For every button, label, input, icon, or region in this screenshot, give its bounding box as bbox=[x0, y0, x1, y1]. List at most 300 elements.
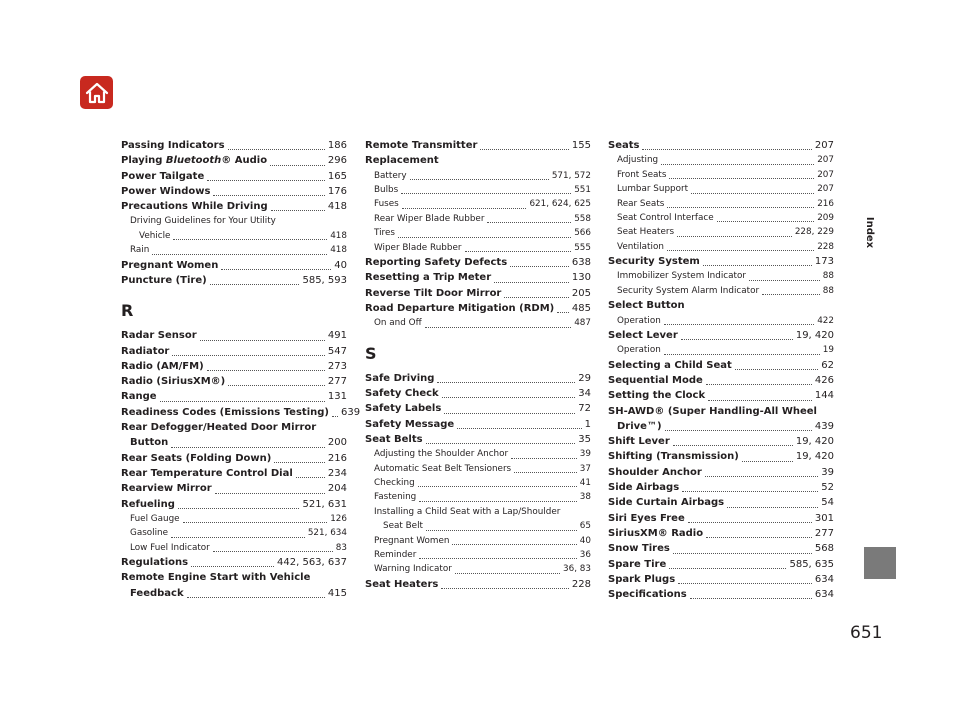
index-subentry bbox=[608, 343, 834, 357]
index-entry bbox=[121, 451, 347, 466]
page-ref[interactable]: 207 bbox=[817, 184, 834, 195]
index-subentry bbox=[121, 512, 347, 526]
entry-label: Fuses bbox=[374, 199, 399, 210]
index-entry bbox=[365, 270, 591, 285]
dot-leader bbox=[160, 401, 325, 402]
page-ref[interactable]: 418 bbox=[330, 245, 347, 256]
index-subentry bbox=[121, 541, 347, 555]
page-ref[interactable]: 521, 631 bbox=[302, 498, 347, 510]
index-subentry bbox=[121, 214, 347, 243]
index-entry bbox=[121, 273, 347, 288]
page-ref[interactable]: 144 bbox=[814, 390, 834, 402]
entry-label: Playing Bluetooth® Audio bbox=[121, 155, 268, 167]
index-subentry bbox=[365, 226, 591, 240]
entry-label: Reverse Tilt Door Mirror bbox=[365, 287, 502, 299]
entry-label: Security System bbox=[608, 256, 700, 268]
dot-leader bbox=[667, 250, 814, 251]
replacement-heading: Replacement bbox=[365, 155, 439, 167]
dot-leader bbox=[410, 179, 549, 180]
dot-leader bbox=[207, 370, 325, 371]
index-entry bbox=[121, 138, 347, 153]
page-ref[interactable]: 19, 420 bbox=[795, 451, 834, 463]
dot-leader bbox=[677, 236, 792, 237]
dot-leader bbox=[401, 193, 571, 194]
entry-label: On and Off bbox=[374, 318, 422, 329]
page-ref[interactable]: 301 bbox=[814, 512, 834, 524]
entry-label: Shift Lever bbox=[608, 436, 670, 448]
dot-leader bbox=[200, 340, 325, 341]
index-entry bbox=[608, 358, 834, 373]
index-entry bbox=[121, 344, 347, 359]
page-ref[interactable]: 566 bbox=[574, 228, 591, 239]
dot-leader bbox=[706, 537, 812, 538]
index-entry bbox=[121, 169, 347, 184]
page-ref[interactable]: 207 bbox=[817, 155, 834, 166]
entry-label: Fastening bbox=[374, 492, 417, 503]
entry-label: SiriusXM® Radio bbox=[608, 527, 704, 539]
page-ref[interactable]: 634 bbox=[814, 573, 834, 585]
entry-label: Rear Seats (Folding Down) bbox=[121, 452, 272, 464]
index-entry bbox=[121, 570, 347, 601]
index-entry bbox=[608, 138, 834, 153]
page-ref[interactable]: 639 bbox=[340, 406, 361, 418]
page-ref[interactable]: 35 bbox=[578, 433, 591, 445]
entry-label: Seat Control Interface bbox=[617, 212, 714, 223]
dot-leader bbox=[514, 472, 577, 473]
page-ref[interactable]: 207 bbox=[814, 140, 834, 151]
entry-label: Select Lever bbox=[608, 329, 678, 341]
page-ref[interactable]: 88 bbox=[822, 285, 834, 296]
index-entry bbox=[121, 481, 347, 496]
page-ref[interactable]: 176 bbox=[327, 185, 347, 197]
s-entries-c3-2 bbox=[608, 314, 834, 404]
index-subentry bbox=[608, 240, 834, 254]
entry-label: Radio (AM/FM) bbox=[121, 360, 204, 372]
page-ref[interactable]: 19, 420 bbox=[795, 329, 834, 341]
entry-label: Shifting (Transmission) bbox=[608, 451, 739, 463]
page-ref[interactable]: 228, 229 bbox=[794, 227, 834, 238]
index-entry bbox=[608, 526, 834, 541]
entry-label: Power Windows bbox=[121, 185, 211, 197]
dot-leader bbox=[332, 416, 338, 417]
index-entry bbox=[365, 386, 591, 401]
page-ref[interactable]: 277 bbox=[327, 376, 347, 388]
index-entry bbox=[121, 466, 347, 481]
index-entry bbox=[121, 420, 347, 451]
dot-leader bbox=[221, 269, 331, 270]
dot-leader bbox=[191, 566, 274, 567]
page-ref[interactable]: 155 bbox=[571, 140, 591, 151]
entry-label: Safety Message bbox=[365, 418, 455, 430]
index-entry bbox=[608, 434, 834, 449]
entry-label: Setting the Clock bbox=[608, 390, 706, 402]
index-subentry bbox=[608, 269, 834, 283]
letter-heading-s: S bbox=[365, 343, 377, 363]
entry-label: Rain bbox=[130, 245, 150, 256]
entry-label: Bulbs bbox=[374, 185, 399, 195]
index-subentry bbox=[365, 534, 591, 548]
entry-label: Readiness Codes (Emissions Testing) bbox=[121, 406, 329, 418]
index-subentry bbox=[365, 462, 591, 476]
index-entry bbox=[121, 184, 347, 199]
dot-leader bbox=[762, 294, 820, 295]
page-ref[interactable]: 29 bbox=[578, 372, 591, 384]
entry-label: Front Seats bbox=[617, 169, 667, 180]
sidebar-label: Index bbox=[864, 216, 876, 248]
dot-leader bbox=[398, 237, 571, 238]
entry-label: Warning Indicator bbox=[374, 564, 452, 575]
page-ref[interactable]: 40 bbox=[579, 535, 591, 546]
dot-leader bbox=[510, 266, 569, 267]
entry-line1: Remote Engine Start with Vehicle bbox=[121, 572, 311, 584]
entry-label: Side Curtain Airbags bbox=[608, 497, 725, 509]
dot-leader bbox=[419, 558, 576, 559]
entry-label: Reminder bbox=[374, 549, 417, 560]
subentry-line2: Seat Belt bbox=[383, 521, 423, 532]
index-entry bbox=[365, 138, 591, 153]
page-ref[interactable]: 277 bbox=[814, 527, 834, 539]
page-ref[interactable]: 216 bbox=[817, 198, 834, 209]
entry-label: Selecting a Child Seat bbox=[608, 359, 732, 371]
page-ref[interactable]: 36 bbox=[579, 549, 591, 560]
dot-leader bbox=[673, 553, 812, 554]
page-ref[interactable]: 568 bbox=[814, 543, 834, 555]
dot-leader bbox=[425, 327, 572, 328]
page-ref[interactable]: 296 bbox=[327, 155, 347, 167]
subentry-line1: Installing a Child Seat with a Lap/Shoulder bbox=[374, 506, 561, 517]
dot-leader bbox=[669, 568, 786, 569]
entry-label: Precautions While Driving bbox=[121, 201, 268, 213]
dot-leader bbox=[487, 222, 571, 223]
entry-label: Seat Belts bbox=[365, 433, 423, 445]
entry-label: Lumbar Support bbox=[617, 184, 689, 195]
dot-leader bbox=[494, 282, 569, 283]
entry-label: Ventilation bbox=[617, 241, 664, 252]
dot-leader bbox=[749, 280, 820, 281]
s-entries-c3-1 bbox=[608, 138, 834, 298]
index-entry bbox=[608, 495, 834, 510]
index-subentry bbox=[608, 182, 834, 196]
dot-leader bbox=[213, 195, 324, 196]
dot-leader bbox=[673, 445, 793, 446]
r-entries-c2-1 bbox=[365, 138, 591, 153]
entry-label: Refueling bbox=[121, 498, 175, 510]
dot-leader bbox=[215, 493, 325, 494]
dot-leader bbox=[419, 501, 577, 502]
page-ref[interactable]: 204 bbox=[327, 483, 347, 495]
entry-label: Low Fuel Indicator bbox=[130, 542, 210, 553]
entry-label: Automatic Seat Belt Tensioners bbox=[374, 463, 512, 474]
dot-leader bbox=[511, 458, 577, 459]
entry-label: Pregnant Women bbox=[374, 535, 450, 546]
home-button[interactable] bbox=[80, 76, 113, 109]
dot-leader bbox=[296, 477, 325, 478]
index-entry bbox=[121, 153, 347, 168]
r-entries-1 bbox=[121, 328, 361, 420]
page-ref[interactable]: 415 bbox=[327, 587, 347, 599]
subentry-line2: Vehicle bbox=[139, 230, 171, 241]
page-ref[interactable]: 36, 83 bbox=[563, 564, 591, 575]
entry-label: Checking bbox=[374, 477, 415, 488]
page-ref[interactable]: 209 bbox=[817, 212, 834, 223]
dot-leader bbox=[717, 221, 815, 222]
index-subentry bbox=[365, 316, 591, 330]
dot-leader bbox=[667, 207, 814, 208]
index-heading-entry bbox=[608, 298, 834, 313]
subentry-line1: Driving Guidelines for Your Utility bbox=[130, 216, 276, 227]
page-ref[interactable]: 418 bbox=[330, 230, 347, 241]
r-entries-c2-2 bbox=[365, 169, 591, 331]
page-ref[interactable]: 88 bbox=[822, 271, 834, 282]
page-ref[interactable]: 54 bbox=[821, 497, 834, 509]
dot-leader bbox=[735, 369, 818, 370]
entry-label: Road Departure Mitigation (RDM) bbox=[365, 302, 555, 314]
index-subentry bbox=[365, 241, 591, 255]
page-ref[interactable]: 418 bbox=[327, 201, 347, 213]
page-ref[interactable]: 19, 420 bbox=[795, 436, 834, 448]
dot-leader bbox=[441, 588, 569, 589]
page-ref[interactable]: 130 bbox=[571, 272, 591, 284]
index-entry bbox=[608, 572, 834, 587]
index-heading-entry bbox=[365, 153, 591, 168]
entry-line1: Rear Defogger/Heated Door Mirror bbox=[121, 422, 317, 434]
page-ref[interactable]: 19 bbox=[822, 345, 834, 356]
index-subentry bbox=[365, 562, 591, 576]
dot-leader bbox=[274, 462, 325, 463]
page-ref[interactable]: 585, 635 bbox=[789, 558, 834, 570]
entry-label: Rear Wiper Blade Rubber bbox=[374, 213, 485, 224]
page-ref[interactable]: 555 bbox=[574, 242, 591, 253]
page-ref[interactable]: 39 bbox=[579, 449, 591, 460]
index-entry bbox=[608, 465, 834, 480]
page-ref[interactable]: 37 bbox=[579, 463, 591, 474]
page-ref[interactable]: 634 bbox=[814, 589, 834, 601]
entry-label: Pregnant Women bbox=[121, 259, 219, 271]
index-subentry bbox=[608, 211, 834, 225]
page-ref[interactable]: 216 bbox=[327, 452, 347, 464]
entry-line2: Button bbox=[130, 437, 169, 449]
index-sidebar-label bbox=[859, 206, 881, 258]
index-entry bbox=[608, 449, 834, 464]
entry-label: Power Tailgate bbox=[121, 170, 205, 182]
dot-leader bbox=[504, 297, 569, 298]
entry-label: Fuel Gauge bbox=[130, 513, 180, 524]
dot-leader bbox=[681, 339, 793, 340]
s-entries-c2-1 bbox=[365, 371, 591, 505]
page-ref[interactable]: 207 bbox=[817, 169, 834, 180]
entry-label: Rear Seats bbox=[617, 198, 665, 209]
dot-leader bbox=[172, 355, 325, 356]
index-column-3 bbox=[608, 138, 834, 602]
page-ref[interactable]: 585, 593 bbox=[302, 275, 347, 286]
dot-leader bbox=[442, 397, 576, 398]
page-ref[interactable]: 131 bbox=[327, 391, 347, 403]
index-entry bbox=[608, 480, 834, 495]
index-entry bbox=[608, 541, 834, 556]
index-entry bbox=[365, 255, 591, 270]
index-subentry bbox=[608, 225, 834, 239]
entry-label: Snow Tires bbox=[608, 543, 670, 555]
entry-label: Specifications bbox=[608, 589, 687, 601]
index-entry bbox=[608, 254, 834, 269]
s-entries-c3-3 bbox=[608, 434, 834, 602]
dot-leader bbox=[402, 208, 527, 209]
index-entry bbox=[121, 555, 347, 570]
dot-leader bbox=[742, 461, 793, 462]
entry-label: Radiator bbox=[121, 345, 170, 357]
page-ref[interactable]: 547 bbox=[327, 345, 347, 357]
index-entry bbox=[365, 301, 591, 316]
page-ref[interactable]: 228 bbox=[817, 241, 834, 252]
index-subentry bbox=[608, 153, 834, 167]
entry-label: Regulations bbox=[121, 557, 189, 569]
page-ref[interactable]: 72 bbox=[578, 403, 591, 415]
page-ref[interactable]: 83 bbox=[335, 542, 347, 553]
dot-leader bbox=[178, 508, 300, 509]
letter-heading-r: R bbox=[121, 301, 134, 321]
page-ref[interactable]: 39 bbox=[821, 466, 834, 478]
page-ref[interactable]: 273 bbox=[327, 360, 347, 372]
entry-label: Rearview Mirror bbox=[121, 483, 212, 495]
index-entry bbox=[608, 373, 834, 388]
entry-line2: Feedback bbox=[130, 587, 184, 599]
dot-leader bbox=[228, 149, 325, 150]
index-column-1 bbox=[121, 138, 361, 601]
dot-leader bbox=[682, 491, 818, 492]
index-subentry bbox=[365, 490, 591, 504]
dot-leader bbox=[706, 384, 812, 385]
index-subentry bbox=[365, 169, 591, 183]
index-entry bbox=[608, 511, 834, 526]
entry-label: Immobilizer System Indicator bbox=[617, 271, 746, 282]
page-ref[interactable]: 52 bbox=[821, 482, 834, 494]
index-entry bbox=[121, 328, 347, 343]
index-subentry bbox=[608, 168, 834, 182]
page-ref[interactable]: 487 bbox=[574, 318, 591, 329]
entry-label: Sequential Mode bbox=[608, 374, 703, 386]
dot-leader bbox=[708, 400, 812, 401]
index-entry bbox=[608, 557, 834, 572]
page-ref[interactable]: 439 bbox=[814, 420, 834, 432]
dot-leader bbox=[642, 149, 811, 150]
page-ref[interactable]: 126 bbox=[330, 513, 347, 524]
page-ref[interactable]: 551 bbox=[574, 185, 591, 195]
p-entries-rest bbox=[121, 243, 347, 288]
index-entry bbox=[365, 371, 591, 386]
page-ref[interactable]: 426 bbox=[814, 374, 834, 386]
entry-label: Seats bbox=[608, 140, 640, 151]
page-ref[interactable]: 621, 624, 625 bbox=[529, 199, 591, 210]
page-ref[interactable]: 234 bbox=[327, 467, 347, 479]
entry-label: Side Airbags bbox=[608, 482, 680, 494]
index-entry bbox=[608, 404, 834, 435]
page-ref[interactable]: 34 bbox=[578, 387, 591, 399]
dot-leader bbox=[455, 573, 560, 574]
entry-label: Shoulder Anchor bbox=[608, 466, 702, 478]
dot-leader bbox=[690, 598, 812, 599]
page-ref[interactable]: 558 bbox=[574, 213, 591, 224]
index-entry bbox=[121, 359, 347, 374]
page-ref[interactable]: 173 bbox=[814, 256, 834, 268]
dot-leader bbox=[688, 522, 812, 523]
index-subentry bbox=[365, 447, 591, 461]
page-ref[interactable]: 62 bbox=[821, 359, 834, 371]
entry-label: Operation bbox=[617, 315, 661, 326]
entry-line1: SH-AWD® (Super Handling-All Wheel bbox=[608, 405, 817, 417]
page-ref[interactable]: 521, 634 bbox=[307, 528, 347, 539]
entry-label: Remote Transmitter bbox=[365, 140, 478, 151]
dot-leader bbox=[691, 193, 814, 194]
page-ref[interactable]: 165 bbox=[327, 170, 347, 182]
index-subentry bbox=[365, 505, 591, 534]
dot-leader bbox=[705, 476, 818, 477]
index-entry bbox=[121, 405, 361, 420]
home-icon bbox=[85, 82, 109, 104]
index-entry bbox=[365, 401, 591, 416]
entry-label: Siri Eyes Free bbox=[608, 512, 685, 524]
index-entry bbox=[608, 328, 834, 343]
dot-leader bbox=[426, 443, 576, 444]
page-ref[interactable]: 186 bbox=[327, 140, 347, 151]
index-entry bbox=[121, 258, 347, 273]
page-ref[interactable]: 40 bbox=[334, 259, 347, 271]
page-ref[interactable]: 228 bbox=[571, 578, 591, 590]
page-ref[interactable]: 38 bbox=[579, 492, 591, 503]
entry-label: Security System Alarm Indicator bbox=[617, 285, 760, 296]
page-ref[interactable]: 200 bbox=[327, 437, 347, 449]
index-entry bbox=[121, 389, 347, 404]
page-ref[interactable]: 491 bbox=[327, 330, 347, 342]
index-entry bbox=[608, 388, 834, 403]
entry-label: Range bbox=[121, 391, 157, 403]
entry-label: Puncture (Tire) bbox=[121, 275, 207, 286]
index-subentry bbox=[365, 548, 591, 562]
dot-leader bbox=[171, 537, 305, 538]
page-ref[interactable]: 485 bbox=[571, 302, 591, 314]
entry-label: Gasoline bbox=[130, 528, 169, 539]
entry-label: Safety Check bbox=[365, 387, 439, 399]
dot-leader bbox=[664, 324, 814, 325]
dot-leader bbox=[557, 312, 569, 313]
page-ref[interactable]: 205 bbox=[571, 287, 591, 299]
dot-leader bbox=[457, 428, 581, 429]
dot-leader bbox=[444, 413, 575, 414]
index-entry bbox=[365, 577, 591, 592]
dot-leader bbox=[183, 522, 328, 523]
page-ref[interactable]: 571, 572 bbox=[551, 170, 591, 181]
select-button-heading: Select Button bbox=[608, 300, 685, 312]
page-ref[interactable]: 1 bbox=[584, 418, 591, 430]
page-ref[interactable]: 442, 563, 637 bbox=[277, 557, 347, 569]
entry-label: Passing Indicators bbox=[121, 140, 225, 151]
entry-label: Radio (SiriusXM®) bbox=[121, 376, 226, 388]
page-ref[interactable]: 41 bbox=[579, 477, 591, 488]
page-number: 651 bbox=[850, 623, 883, 643]
page-ref[interactable]: 65 bbox=[579, 521, 591, 532]
index-subentry bbox=[608, 314, 834, 328]
index-entry bbox=[608, 587, 834, 602]
page-ref[interactable]: 638 bbox=[571, 257, 591, 269]
entry-label: Reporting Safety Defects bbox=[365, 257, 508, 269]
index-tab[interactable] bbox=[864, 547, 896, 579]
index-subentry bbox=[365, 197, 591, 211]
dot-leader bbox=[152, 254, 327, 255]
page-ref[interactable]: 422 bbox=[817, 315, 834, 326]
index-subentry bbox=[608, 197, 834, 211]
entry-label: Spark Plugs bbox=[608, 573, 676, 585]
index-entry bbox=[121, 374, 347, 389]
index-entry bbox=[365, 286, 591, 301]
